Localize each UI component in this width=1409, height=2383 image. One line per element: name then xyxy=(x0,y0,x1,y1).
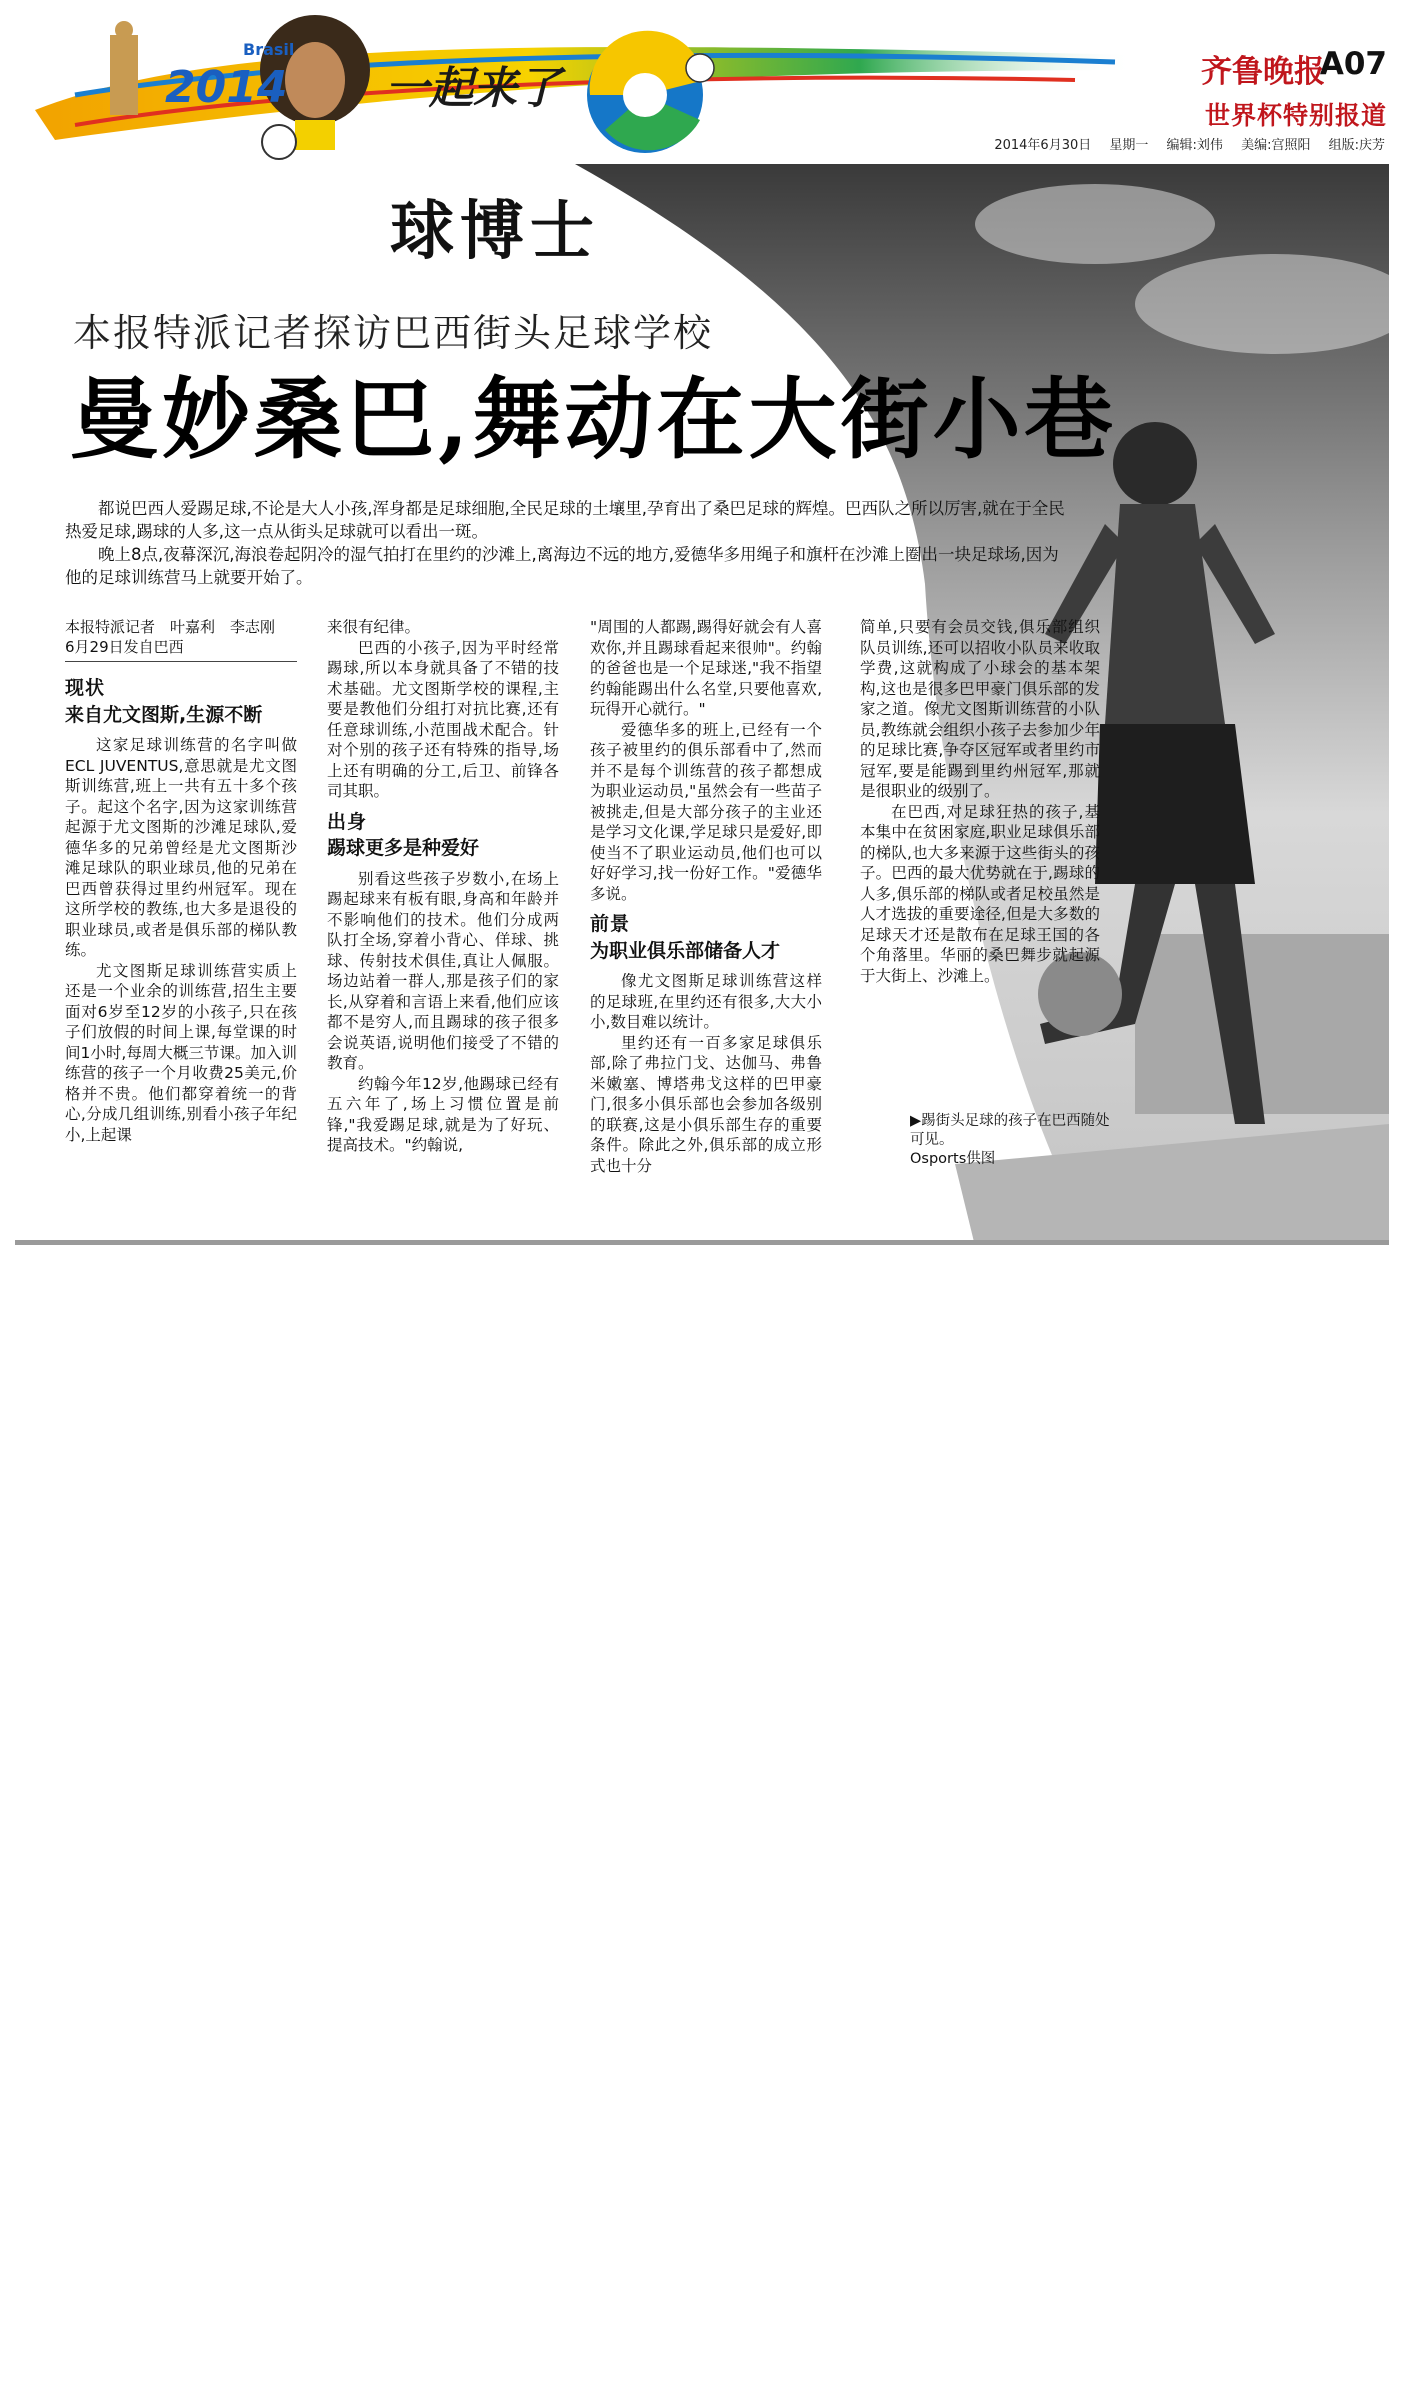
article-intro xyxy=(65,497,1075,589)
world-cup-banner xyxy=(15,0,1389,269)
byline xyxy=(65,617,297,662)
year-logo: 2014 xyxy=(165,62,288,113)
section-subtitle-status: 来自尤文图斯,生源不断 xyxy=(65,703,263,726)
body-paragraph: 尤文图斯足球训练营实质上还是一个业余的训练营,招生主要面对6岁至12岁的小孩子,只在孩子们放假的时间上课,每堂课的时间1小时,每周大概三节课。加入训练营的孩子一个月收费25美元,价格并不贵。他们都穿着统一的背心,分成几组训练,别看小孩子年纪小,上起课 xyxy=(65,961,297,1144)
section-subtitle-prospect: 为职业俱乐部储备人才 xyxy=(590,939,781,962)
brasil-label: Brasil xyxy=(243,40,295,59)
slogan-text: 一起来了 xyxy=(385,63,561,114)
masthead-title: 齐鲁晚报 xyxy=(1201,54,1325,90)
bottom-rule xyxy=(15,1240,1389,1245)
body-paragraph: 像尤文图斯足球训练营这样的足球班,在里约还有很多,大大小小,数目难以统计。 xyxy=(590,972,822,1031)
body-paragraph: 来很有纪律。 xyxy=(327,618,421,636)
meta-weekday: 星期一 xyxy=(1109,138,1149,153)
article-column-1 xyxy=(65,617,297,1145)
body-paragraph: 这家足球训练营的名字叫做ECL JUVENTUS,意思就是尤文图斯训练营,班上一共有五十多个孩子。起这个名字,因为这家训练营起源于尤文图斯的沙滩足球队,爱德华多的兄弟曾经是尤文图斯沙滩足球队的职业球员,他的兄弟在巴西曾获得过里约州冠军。现在这所学校的教练,也大多是退役的职业球员,或者是俱乐部的梯队教练。 xyxy=(65,736,297,959)
intro-paragraph: 晚上8点,夜幕深沉,海浪卷起阴冷的湿气拍打在里约的沙滩上,离海边不远的地方,爱德华多用绳子和旗杆在沙滩上圈出一块足球场,因为他的足球训练营马上就要开始了。 xyxy=(65,545,1059,587)
masthead xyxy=(1189,44,1389,90)
byline-reporters: 本报特派记者 叶嘉利 李志刚 xyxy=(65,618,276,636)
page-number: A07 xyxy=(1319,46,1387,82)
body-paragraph: 爱德华多的班上,已经有一个孩子被里约的俱乐部看中了,然而并不是每个训练营的孩子都想成为职业运动员,"虽然会有一些苗子被挑走,但是大部分孩子的主业还是学习文化课,学足球只是爱好,即使当不了职业运动员,他们也可以好好学习,找一份好工作。"爱德华多说。 xyxy=(590,720,822,903)
article-column-4 xyxy=(860,617,1100,986)
section-art-title: 球博士 xyxy=(390,194,600,269)
body-paragraph: 约翰今年12岁,他踢球已经有五六年了,场上习惯位置是前锋,"我爱踢足球,就是为了好玩、提高技术。"约翰说, xyxy=(327,1074,559,1154)
body-paragraph: 在巴西,对足球狂热的孩子,基本集中在贫困家庭,职业足球俱乐部的梯队,也大多来源于这些街头的孩子。巴西的最大优势就在于,踢球的人多,俱乐部的梯队或者足校虽然是人才选拔的重要途径,但是大多数的足球天才还是散布在足球王国的各个角落里。华丽的桑巴舞步就起源于大街上、沙滩上。 xyxy=(860,802,1100,985)
section-title-prospect: 前景 xyxy=(590,913,631,935)
section-subtitle-origin: 踢球更多是种爱好 xyxy=(327,837,480,859)
body-paragraph: 简单,只要有会员交钱,俱乐部组织队员训练,还可以招收小队员来收取学费,这就构成了小球会的基本架构,这也是很多巴甲豪门俱乐部的发家之道。像尤文图斯训练营的小队员,教练就会组织小孩子去参加少年的足球比赛,争夺区冠军或者里约市冠军,要是能踢到里约州冠军,那就是很职业的级别了。 xyxy=(860,618,1100,800)
article-headline: 曼妙桑巴,舞动在大街小巷 xyxy=(70,367,1117,471)
body-paragraph: "周围的人都踢,踢得好就会有人喜欢你,并且踢球看起来很帅"。约翰的爸爸也是一个足球迷,"我不指望约翰能踢出什么名堂,只要他喜欢,玩得开心就行。" xyxy=(590,618,822,718)
section-title-origin: 出身 xyxy=(327,810,368,833)
meta-date: 2014年6月30日 xyxy=(994,138,1092,153)
article-column-3 xyxy=(590,617,822,1176)
intro-paragraph: 都说巴西人爱踢足球,不论是大人小孩,浑身都是足球细胞,全民足球的土壤里,孕育出了桑巴足球的辉煌。巴西队之所以厉害,就在于全民热爱足球,踢球的人多,这一点从街头足球就可以看出一斑。 xyxy=(65,499,1065,541)
body-paragraph: 里约还有一百多家足球俱乐部,除了弗拉门戈、达伽马、弗鲁米嫩塞、博塔弗戈这样的巴甲豪门,很多小俱乐部也会参加各级别的联赛,这是小俱乐部生存的重要条件。除此之外,俱乐部的成立形式也十分 xyxy=(590,1033,822,1175)
page-meta xyxy=(980,134,1385,153)
meta-art-editor: 美编:宫照阳 xyxy=(1241,138,1311,153)
photo-credit: Osports供图 xyxy=(910,1151,996,1167)
caption-text: ▶踢街头足球的孩子在巴西随处可见。 xyxy=(910,1113,1110,1148)
body-paragraph: 巴西的小孩子,因为平时经常踢球,所以本身就具备了不错的技术基础。尤文图斯学校的课程,主要是教他们分组打对抗比赛,还有任意球训练,小范围战术配合。针对个别的孩子还有特殊的指导,场上还有明确的分工,后卫、前锋各司其职。 xyxy=(327,638,559,800)
photo-caption xyxy=(910,1112,1120,1169)
article-subheadline: 本报特派记者探访巴西街头足球学校 xyxy=(73,311,714,355)
dateline: 6月29日发自巴西 xyxy=(65,638,184,656)
meta-layout: 组版:庆芳 xyxy=(1328,138,1385,153)
article-column-2 xyxy=(327,617,559,1156)
special-report-label: 世界杯特别报道 xyxy=(1204,101,1387,130)
body-paragraph: 别看这些孩子岁数小,在场上踢起球来有板有眼,身高和年龄并不影响他们的技术。他们分成两队打全场,穿着小背心、佯球、挑球、传射技术俱佳,真让人佩服。场边站着一群人,那是孩子们的家长,从穿着和言语上来看,他们应该都不是穷人,而且踢球的孩子很多会说英语,说明他们接受了不错的教育。 xyxy=(327,869,559,1072)
newspaper-page xyxy=(15,0,1389,1245)
meta-editor: 编辑:刘伟 xyxy=(1166,138,1223,153)
section-title-status: 现状 xyxy=(65,677,106,699)
